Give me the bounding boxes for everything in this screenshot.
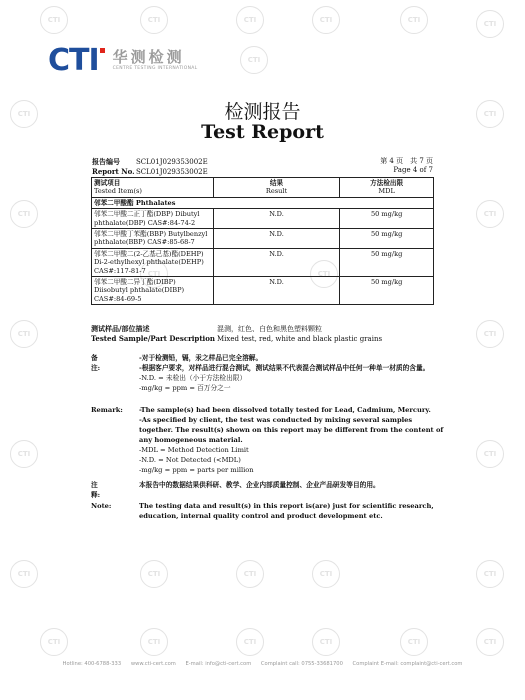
remark-cn-line: -对于检测铅，镉，汞之样品已完全溶解。 — [139, 354, 263, 362]
row-item: 邻苯二甲酸二正丁酯(DBP) Dibutyl phthalate(DBP) CAS#:84-74-2 — [92, 209, 214, 229]
row-item: 邻苯二甲酸丁苯酯(BBP) Butylbenzyl phthalate(BBP) CAS#:85-68-7 — [92, 229, 214, 249]
section-row — [92, 197, 434, 208]
footer-website-link[interactable]: www.cti-cert.com — [130, 661, 176, 667]
watermark-icon: CTI — [476, 100, 504, 128]
remark-en-line: -The sample(s) had been dissolved totally tested for Lead, Cadmium, Mercury. — [139, 406, 431, 414]
watermark-icon: CTI — [476, 440, 504, 468]
section-title — [92, 197, 434, 208]
page-cn: 第 4 页 共 7 页 — [380, 157, 433, 165]
header-item-en: Tested Item(s) — [94, 187, 142, 196]
watermark-icon: CTI — [10, 560, 38, 588]
logo-en: CENTRE TESTING INTERNATIONAL — [112, 66, 198, 71]
watermark-icon: CTI — [10, 100, 38, 128]
note-cn-label: 注释: — [91, 481, 101, 499]
watermark-icon: CTI — [10, 440, 38, 468]
report-label-en: Report No. — [92, 167, 135, 176]
results-table — [91, 177, 434, 305]
watermark-icon: CTI — [312, 560, 340, 588]
section-en: Phthalates — [135, 198, 176, 207]
header-item — [92, 178, 214, 198]
sample-value-cn: 混测，红色、白色和黑色塑料颗粒 — [217, 325, 322, 333]
note-cn-text: 本报告中的数据结果供科研、教学、企业内部质量控制、企业产品研发等目的用。 — [139, 481, 380, 489]
watermark-icon: CTI — [312, 6, 340, 34]
watermark-icon: CTI — [476, 628, 504, 656]
watermark-icon: CTI — [236, 560, 264, 588]
header-result — [213, 178, 340, 198]
title-cn: 检测报告 — [224, 101, 301, 123]
watermark-icon: CTI — [40, 628, 68, 656]
table-row — [92, 277, 434, 305]
report-value-en: SCL01J029353002E — [136, 168, 208, 176]
header-mdl-cn: 方法检出限 — [370, 179, 404, 187]
row-result: N.D. — [213, 229, 340, 249]
watermark-icon: CTI — [476, 560, 504, 588]
row-mdl: 50 mg/kg — [340, 229, 434, 249]
watermark-icon: CTI — [310, 260, 338, 288]
watermark-icon: CTI — [476, 10, 504, 38]
logo-cn: 华测检测 — [112, 48, 185, 66]
watermark-icon: CTI — [400, 6, 428, 34]
table-header — [92, 178, 434, 198]
company-logo — [48, 43, 198, 78]
note-en-label: Note: — [91, 502, 112, 510]
watermark-icon: CTI — [476, 320, 504, 348]
remark-en-line: -N.D. = Not Detected (<MDL) — [139, 456, 241, 464]
watermark-icon: CTI — [236, 628, 264, 656]
watermark-icon: CTI — [236, 6, 264, 34]
header-mdl-en: MDL — [378, 187, 395, 196]
footer-hotline: Hotline: 400-6788-333 — [62, 661, 122, 667]
remark-cn-line: -根据客户要求，对样品进行混合测试，测试结果不代表混合测试样品中任何一种单一材质的含量。 — [139, 364, 430, 372]
row-mdl: 50 mg/kg — [340, 277, 434, 305]
watermark-icon: CTI — [476, 200, 504, 228]
row-result: N.D. — [213, 248, 340, 276]
footer-complaint-email-link[interactable]: Complaint E-mail: complaint@cti-cert.com — [352, 661, 463, 667]
logo-mark — [48, 43, 105, 78]
header-mdl — [340, 178, 434, 198]
remark-cn-label: 备注: — [91, 354, 101, 372]
header-result-en: Result — [265, 187, 288, 196]
watermark-icon: CTI — [312, 628, 340, 656]
table-row — [92, 209, 434, 229]
row-item: 邻苯二甲酸二异丁酯(DIBP) Diisobutyl phthalate(DIBP) CAS#:84-69-5 — [92, 277, 214, 305]
watermark-icon: CTI — [140, 260, 168, 288]
note-en-text: The testing data and result(s) in this report is(are) just for scientific research, education, internal quality control and product development etc. — [139, 502, 434, 520]
header-result-cn: 结果 — [269, 179, 284, 187]
watermark-icon: CTI — [140, 628, 168, 656]
sample-value-en: Mixed test, red, white and black plastic grains — [217, 335, 383, 343]
watermark-icon: CTI — [40, 6, 68, 34]
title-en: Test Report — [201, 121, 324, 143]
footer — [0, 661, 525, 667]
report-label-cn: 报告编号 — [92, 157, 120, 166]
sample-label-en: Tested Sample/Part Description — [91, 334, 215, 343]
report-value-cn: SCL01J029353002E — [136, 158, 208, 166]
footer-complaint-call: Complaint call: 0755-33681700 — [260, 661, 343, 667]
watermark-icon: CTI — [400, 628, 428, 656]
header-item-cn: 测试项目 — [94, 179, 121, 187]
page-en: Page 4 of 7 — [393, 166, 433, 174]
row-mdl: 50 mg/kg — [340, 209, 434, 229]
row-mdl: 50 mg/kg — [340, 248, 434, 276]
page-number — [380, 157, 433, 175]
watermark-icon: CTI — [10, 320, 38, 348]
logo-text: CTI — [48, 43, 99, 78]
remark-en-label: Remark: — [91, 406, 123, 414]
section-cn: 邻苯二甲酸酯 — [94, 198, 134, 207]
remark-en-line: -mg/kg = ppm = parts per million — [139, 466, 254, 474]
watermark-icon: CTI — [140, 560, 168, 588]
remark-cn-line: -mg/kg = ppm = 百万分之一 — [139, 384, 231, 392]
remark-en-line: -MDL = Method Detection Limit — [139, 446, 249, 454]
watermark-icon: CTI — [10, 200, 38, 228]
table-row — [92, 229, 434, 249]
report-number — [92, 157, 208, 177]
row-result: N.D. — [213, 277, 340, 305]
row-item: 邻苯二甲酸二(2-乙基己基)酯(DEHP) Di-2-ethylhexyl phthalate(DEHP) CAS#:117-81-7 — [92, 248, 214, 276]
sample-description — [91, 324, 382, 344]
footer-email-link[interactable]: E-mail: info@cti-cert.com — [185, 661, 252, 667]
remark-en-line: -As specified by client, the test was conducted by mixing several samples together. The result(s) shown on this report may be different from the content of any homogeneous material. — [139, 416, 444, 444]
remark-cn-line: -N.D. = 未检出（小于方法检出限） — [139, 374, 247, 382]
watermark-icon: CTI — [240, 46, 268, 74]
table-row — [92, 248, 434, 276]
logo-dot-icon — [100, 48, 105, 53]
watermark-icon: CTI — [140, 6, 168, 34]
sample-label-cn: 测试样品/部位描述 — [91, 324, 150, 333]
row-result: N.D. — [213, 209, 340, 229]
